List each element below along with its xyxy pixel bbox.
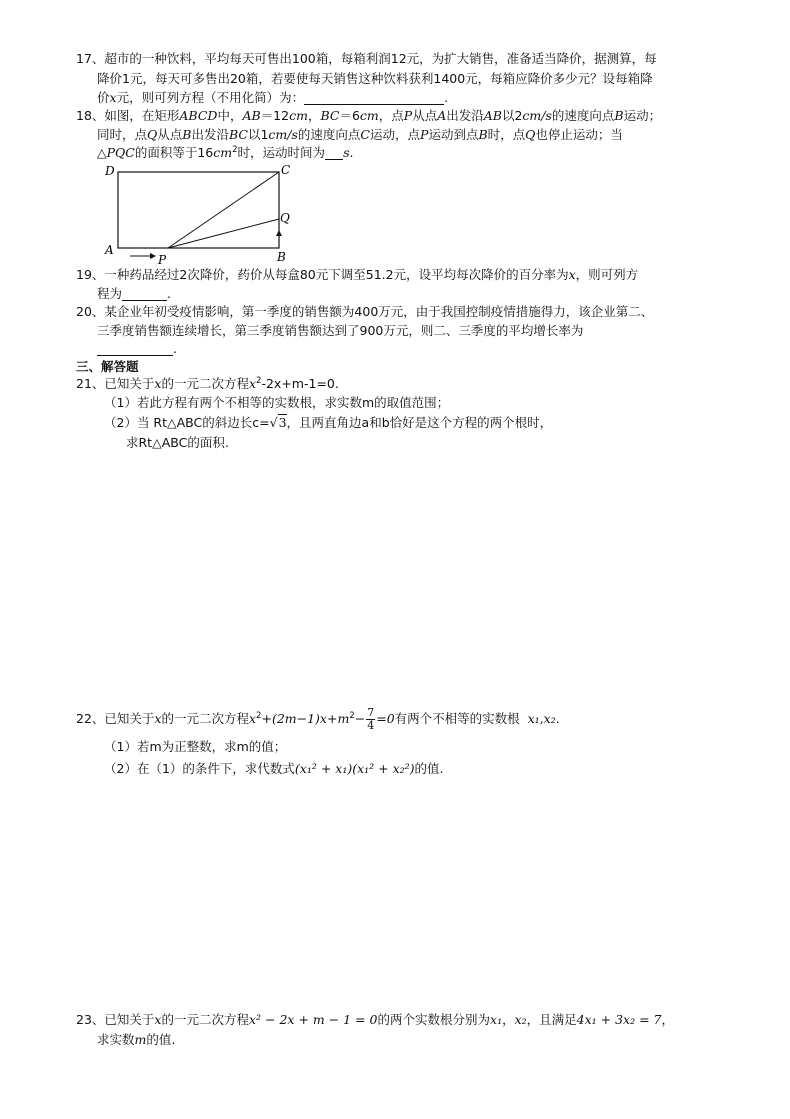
q17-line2: 降价1元，每天可多售出20箱，若要使每天销售这种饮料获利1400元，每箱应降价多少元？设每箱降 <box>97 71 653 86</box>
section-heading: 三、解答题 <box>76 359 139 374</box>
segment-pc <box>168 172 279 248</box>
label-b: B <box>277 250 286 264</box>
q23-line1: 23、已知关于x的一元二次方程x² − 2x + m − 1 = 0的两个实数根分别为x₁，x₂，且满足4x₁ + 3x₂ = 7， <box>76 1012 675 1027</box>
q20-answer-blank[interactable] <box>97 342 173 356</box>
q21-part2: （2）当 Rt△ABC的斜边长c=√3，且两直角边a和b恰好是这个方程的两个根时， <box>104 415 553 430</box>
fraction-7-4: $\frac{7}{4}$ <box>367 706 375 732</box>
q21-part2-cont: 求Rt△ABC的面积. <box>126 435 229 450</box>
arrow-q-head <box>276 230 282 236</box>
q20-line2: 三季度销售额连续增长，第三季度销售额达到了900万元，则二、三季度的平均增长率为 <box>97 323 584 338</box>
q21-part1: （1）若此方程有两个不相等的实数根，求实数m的取值范围； <box>104 395 450 410</box>
q21-line1: 21、已知关于x的一元二次方程$x^2-2x+m-1=0$. <box>76 375 339 391</box>
q22-line1: 22、已知关于x的一元二次方程$x^2+(2m-1)x+m^2-$ $\frac{7}{4}$ =0有两个不相等的实数根 x₁,x₂. <box>76 706 560 732</box>
segment-pq <box>168 219 279 248</box>
q18-line1: 18、如图，在矩形ABCD中，AB＝12cm，BC＝6cm，点P从点A出发沿AB以2cm/s的速度向点B运动； <box>76 108 662 123</box>
q23-line2: 求实数m的值. <box>97 1032 176 1047</box>
q19-line2: 程为 . <box>97 286 171 301</box>
q17-answer-blank[interactable] <box>304 91 444 105</box>
q20-line1: 20、某企业年初受疫情影响，第一季度的销售额为400万元，由于我国控制疫情措施得力，该企业第二、 <box>76 304 654 319</box>
rectangle-abcd <box>118 172 279 248</box>
q18-line2: 同时，点Q从点B出发沿BC以1cm/s的速度向点C运动，点P运动到点B时，点Q也停止运动；当 <box>97 127 623 142</box>
label-c: C <box>281 163 291 177</box>
q18-answer-blank[interactable] <box>325 146 343 160</box>
label-q: Q <box>280 211 290 225</box>
q22-part1: （1）若m为正整数，求m的值； <box>104 739 287 754</box>
label-p: P <box>158 253 167 267</box>
q18-line3: △PQC的面积等于$16cm^2$时，运动时间为 s. <box>97 144 354 160</box>
q17-line1: 17、超市的一种饮料，平均每天可售出100箱，每箱利润12元，为扩大销售，准备适当降价，据测算，每 <box>76 51 657 66</box>
q17-line3: 价x元，则可列方程（不用化简）为： . <box>97 90 449 105</box>
q19-line1: 19、一种药品经过2次降价，药价从每盒80元下调至51.2元，设平均每次降价的百分率为x，则可列方 <box>76 267 639 282</box>
q22-part2: （2）在（1）的条件下，求代数式(x₁² + x₁)(x₁² + x₂²)的值. <box>104 761 444 776</box>
label-d: D <box>105 164 115 178</box>
q18-rectangle-figure <box>100 160 300 268</box>
arrow-p-head <box>150 253 156 259</box>
q20-line3: . <box>97 340 177 358</box>
label-a: A <box>105 243 114 257</box>
sqrt-3: √3 <box>269 415 287 430</box>
q19-answer-blank[interactable] <box>122 287 167 301</box>
